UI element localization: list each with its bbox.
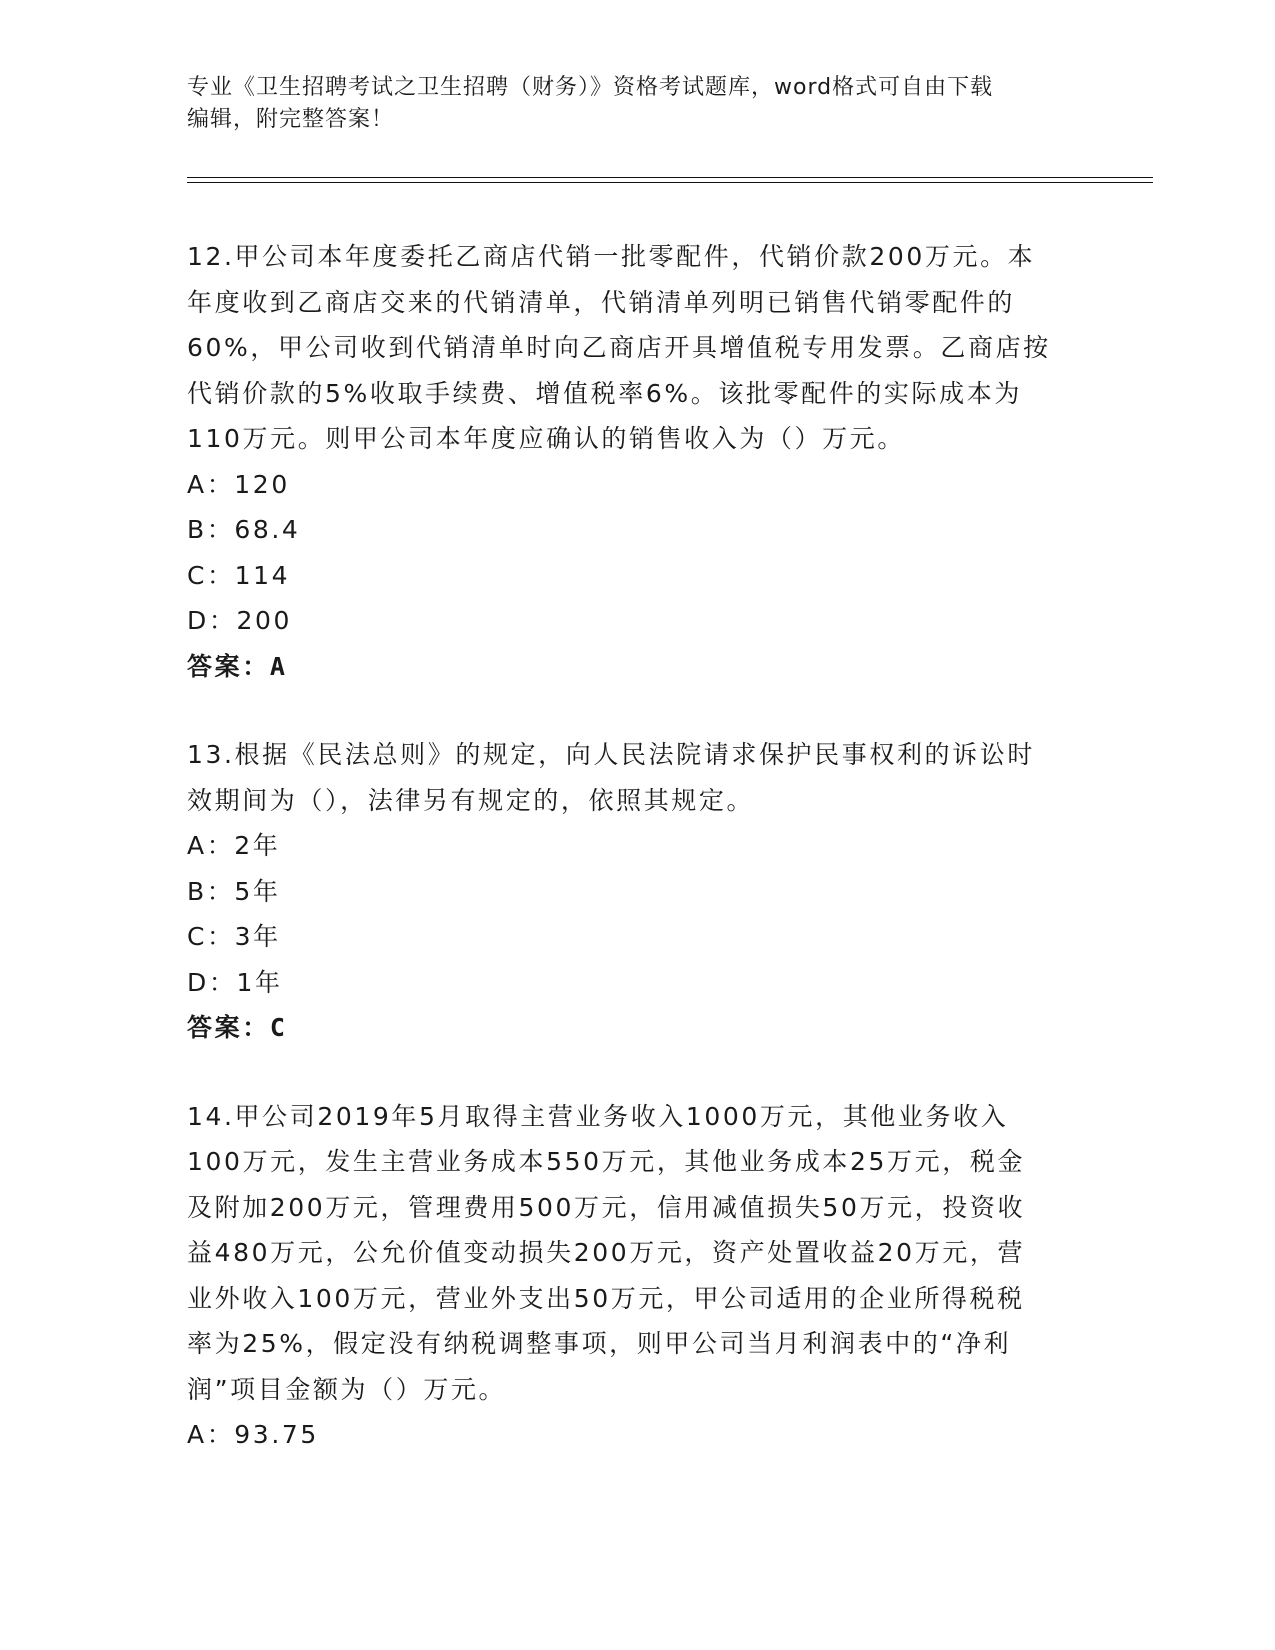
question-list [187, 234, 1087, 1501]
question-stem [187, 732, 1087, 823]
option-a: A：93.75 [187, 1420, 319, 1449]
stem-line: 年度收到乙商店交来的代销清单，代销清单列明已销售代销零配件的 [187, 287, 1016, 317]
stem-line: 100万元，发生主营业务成本550万元，其他业务成本25万元，税金 [187, 1147, 1026, 1176]
option-d: D：1年 [187, 967, 283, 997]
stem-line: 润”项目金额为（）万元。 [187, 1374, 507, 1404]
option-c: C：3年 [187, 922, 281, 951]
question-stem [187, 1094, 1087, 1413]
stem-line: 业外收入100万元，营业外支出50万元，甲公司适用的企业所得税税 [187, 1283, 1025, 1313]
answer-value: C [269, 1013, 288, 1042]
option-c: C：114 [187, 560, 291, 590]
header-divider-bottom [187, 182, 1153, 183]
stem-line: 12.甲公司本年度委托乙商店代销一批零配件，代销价款200万元。本 [187, 242, 1036, 271]
question-14 [187, 1094, 1087, 1458]
stem-line: 率为25%，假定没有纳税调整事项，则甲公司当月利润表中的“净利 [187, 1329, 1012, 1358]
answer-label: 答案： [187, 1013, 270, 1042]
header-line-2: 编辑，附完整答案！ [187, 107, 395, 132]
stem-line: 及附加200万元，管理费用500万元，信用减值损失50万元，投资收 [187, 1192, 1026, 1222]
stem-line: 效期间为（），法律另有规定的，依照其规定。 [187, 785, 755, 815]
answer-value: A [269, 651, 288, 681]
question-12 [187, 234, 1087, 689]
option-b: B：68.4 [187, 515, 301, 544]
stem-line: 60%，甲公司收到代销清单时向乙商店开具增值税专用发票。乙商店按 [187, 333, 1051, 362]
answer-line [187, 644, 1087, 690]
option-a: A：2年 [187, 831, 281, 860]
question-13 [187, 732, 1087, 1051]
answer-label: 答案： [187, 651, 270, 681]
option-b: B：5年 [187, 876, 281, 906]
stem-line: 14.甲公司2019年5月取得主营业务收入1000万元，其他业务收入 [187, 1101, 1009, 1131]
stem-line: 益480万元，公允价值变动损失200万元，资产处置收益20万元，营 [187, 1238, 1026, 1267]
stem-line: 13.根据《民法总则》的规定，向人民法院请求保护民事权利的诉讼时 [187, 740, 1035, 769]
header-divider-top [187, 177, 1153, 178]
option-d: D：200 [187, 606, 292, 635]
stem-line: 代销价款的5%收取手续费、增值税率6%。该批零配件的实际成本为 [187, 378, 1022, 408]
stem-line: 110万元。则甲公司本年度应确认的销售收入为（）万元。 [187, 424, 905, 453]
question-stem [187, 234, 1087, 462]
document-header [187, 72, 1087, 136]
answer-line [187, 1005, 1087, 1051]
header-line-1: 专业《卫生招聘考试之卫生招聘（财务）》资格考试题库，word格式可自由下载 [187, 75, 994, 100]
option-a: A：120 [187, 469, 290, 499]
